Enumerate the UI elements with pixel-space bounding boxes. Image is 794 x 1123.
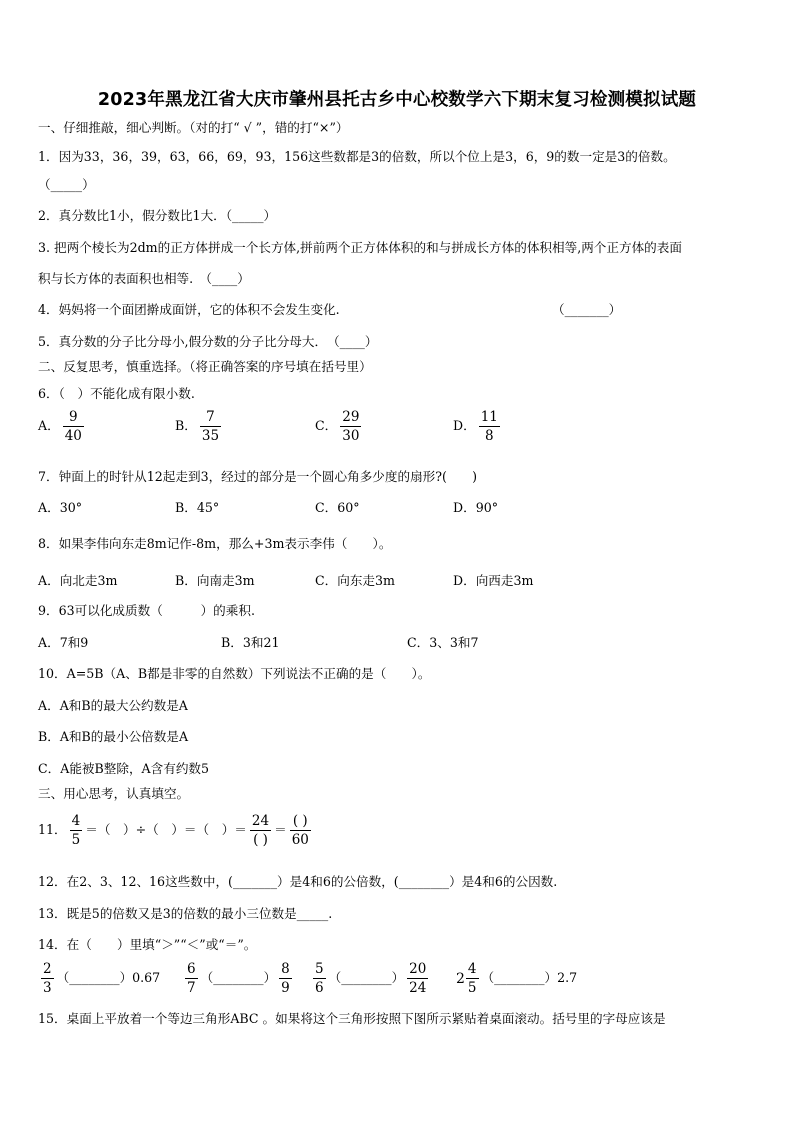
question-9-option-b: B．3和21	[221, 635, 280, 650]
fraction: $\frac{4}{5}$	[71, 813, 81, 848]
question-14-item-c: $\frac{5}{6}$ （________） $\frac{20}{24}$	[315, 961, 427, 996]
section-1-heading: 一、仔细推敲，细心判断。（对的打“ √ ”，错的打“×”）	[38, 120, 349, 135]
question-9-text: 9．63可以化成质数（ ）的乘积.	[38, 603, 255, 618]
question-7-option-a: A．30°	[38, 500, 83, 515]
fraction: $\frac{29}{30}$	[342, 409, 360, 444]
question-9-option-a: A．7和9	[38, 635, 89, 650]
fraction: $\frac{6}{7}$	[187, 961, 196, 996]
question-12-text: 12．在2、3、12、16这些数中，(_______）是4和6的公倍数，(________）是4和6的公因数.	[38, 874, 558, 889]
fraction: $\frac{9}{40}$	[64, 409, 82, 444]
question-10-option-a: A．A和B的最大公约数是A	[38, 698, 188, 713]
question-8-option-a: A．向北走3m	[38, 573, 118, 588]
question-14-item-a: $\frac{2}{3}$ （________）0.67	[43, 961, 161, 996]
fraction: $\frac{24}{( )}$	[251, 813, 270, 848]
fraction: $\frac{20}{24}$	[409, 961, 427, 996]
question-14-item-d: 2 $\frac{4}{5}$ （________）2.7	[456, 961, 578, 996]
question-8-text: 8．如果李伟向东走8m记作-8m，那么+3m表示李伟（ ）。	[38, 536, 392, 551]
fraction: $\frac{7}{35}$	[201, 409, 220, 444]
question-2-text: 2．真分数比1小，假分数比1大．（_____）	[38, 208, 277, 223]
question-11: 11． $\frac{4}{5}$ ＝（ ）÷（ ）＝（ ）＝ $\frac{24}{( )}$ ＝ $\frac{( )}{60}$	[38, 813, 309, 848]
question-6-option-a: A． $\frac{9}{40}$	[38, 409, 82, 444]
question-6-option-d: D． $\frac{11}{8}$	[453, 409, 498, 444]
question-6-text: 6．（ ）不能化成有限小数.	[38, 386, 195, 401]
question-3-text-cont: 积与长方体的表面积也相等. （____）	[38, 271, 250, 286]
fraction: $\frac{5}{6}$	[315, 961, 324, 996]
question-14-item-b: $\frac{6}{7}$ （________） $\frac{8}{9}$	[187, 961, 290, 996]
section-2-heading: 二、反复思考，慎重选择。（将正确答案的序号填在括号里）	[38, 359, 372, 374]
question-14-text: 14．在（ ）里填“＞”“＜”或“＝”。	[38, 937, 257, 952]
question-10-option-b: B．A和B的最小公倍数是A	[38, 729, 189, 744]
question-3-text: 3. 把两个棱长为2dm的正方体拼成一个长方体,拼前两个正方体体积的和与拼成长方体的体积相等,两个正方体的表面	[38, 240, 682, 255]
question-8-option-c: C．向东走3m	[315, 573, 395, 588]
fraction: $\frac{2}{3}$	[43, 961, 52, 996]
question-7-option-c: C．60°	[315, 500, 360, 515]
question-10-text: 10．A=5B（A、B都是非零的自然数）下列说法不正确的是（ ）。	[38, 666, 431, 681]
question-10-option-c: C．A能被B整除，A含有约数5	[38, 761, 210, 776]
question-7-option-b: B．45°	[175, 500, 220, 515]
question-1-text: 1．因为33，36，39，63，66，69，93，156这些数都是3的倍数，所以个位上是3，6，9的数一定是3的倍数。	[38, 149, 676, 164]
question-6-option-c: C． $\frac{29}{30}$	[315, 409, 360, 444]
question-9-option-c: C．3、3和7	[407, 635, 479, 650]
fraction: $\frac{4}{5}$	[467, 961, 477, 996]
question-1-blank: （_____）	[38, 177, 95, 192]
question-8-option-b: B．向南走3m	[175, 573, 255, 588]
question-7-text: 7．钟面上的时针从12起走到3，经过的部分是一个圆心角多少度的扇形?( )	[38, 469, 478, 484]
question-5-text: 5．真分数的分子比分母小,假分数的分子比分母大． （____）	[38, 334, 378, 349]
question-6-option-b: B． $\frac{7}{35}$	[175, 409, 220, 444]
page-title: 2023年黑龙江省大庆市肇州县托古乡中心校数学六下期末复习检测模拟试题	[97, 90, 697, 110]
question-4-text: 4．妈妈将一个面团擀成面饼，它的体积不会发生变化.	[38, 302, 340, 317]
question-7-option-d: D．90°	[453, 500, 499, 515]
question-13-text: 13．既是5的倍数又是3的倍数的最小三位数是_____.	[38, 906, 333, 921]
section-3-heading: 三、用心思考，认真填空。	[38, 786, 190, 801]
fraction: $\frac{8}{9}$	[281, 961, 290, 996]
fraction: $\frac{11}{8}$	[480, 409, 498, 444]
fraction: $\frac{( )}{60}$	[291, 813, 309, 848]
question-15-text: 15．桌面上平放着一个等边三角形ABC 。如果将这个三角形按照下图所示紧贴着桌面滚动。括号里的字母应该是	[38, 1011, 666, 1026]
question-8-option-d: D．向西走3m	[453, 573, 534, 588]
question-4-blank: （_______）	[552, 302, 622, 317]
